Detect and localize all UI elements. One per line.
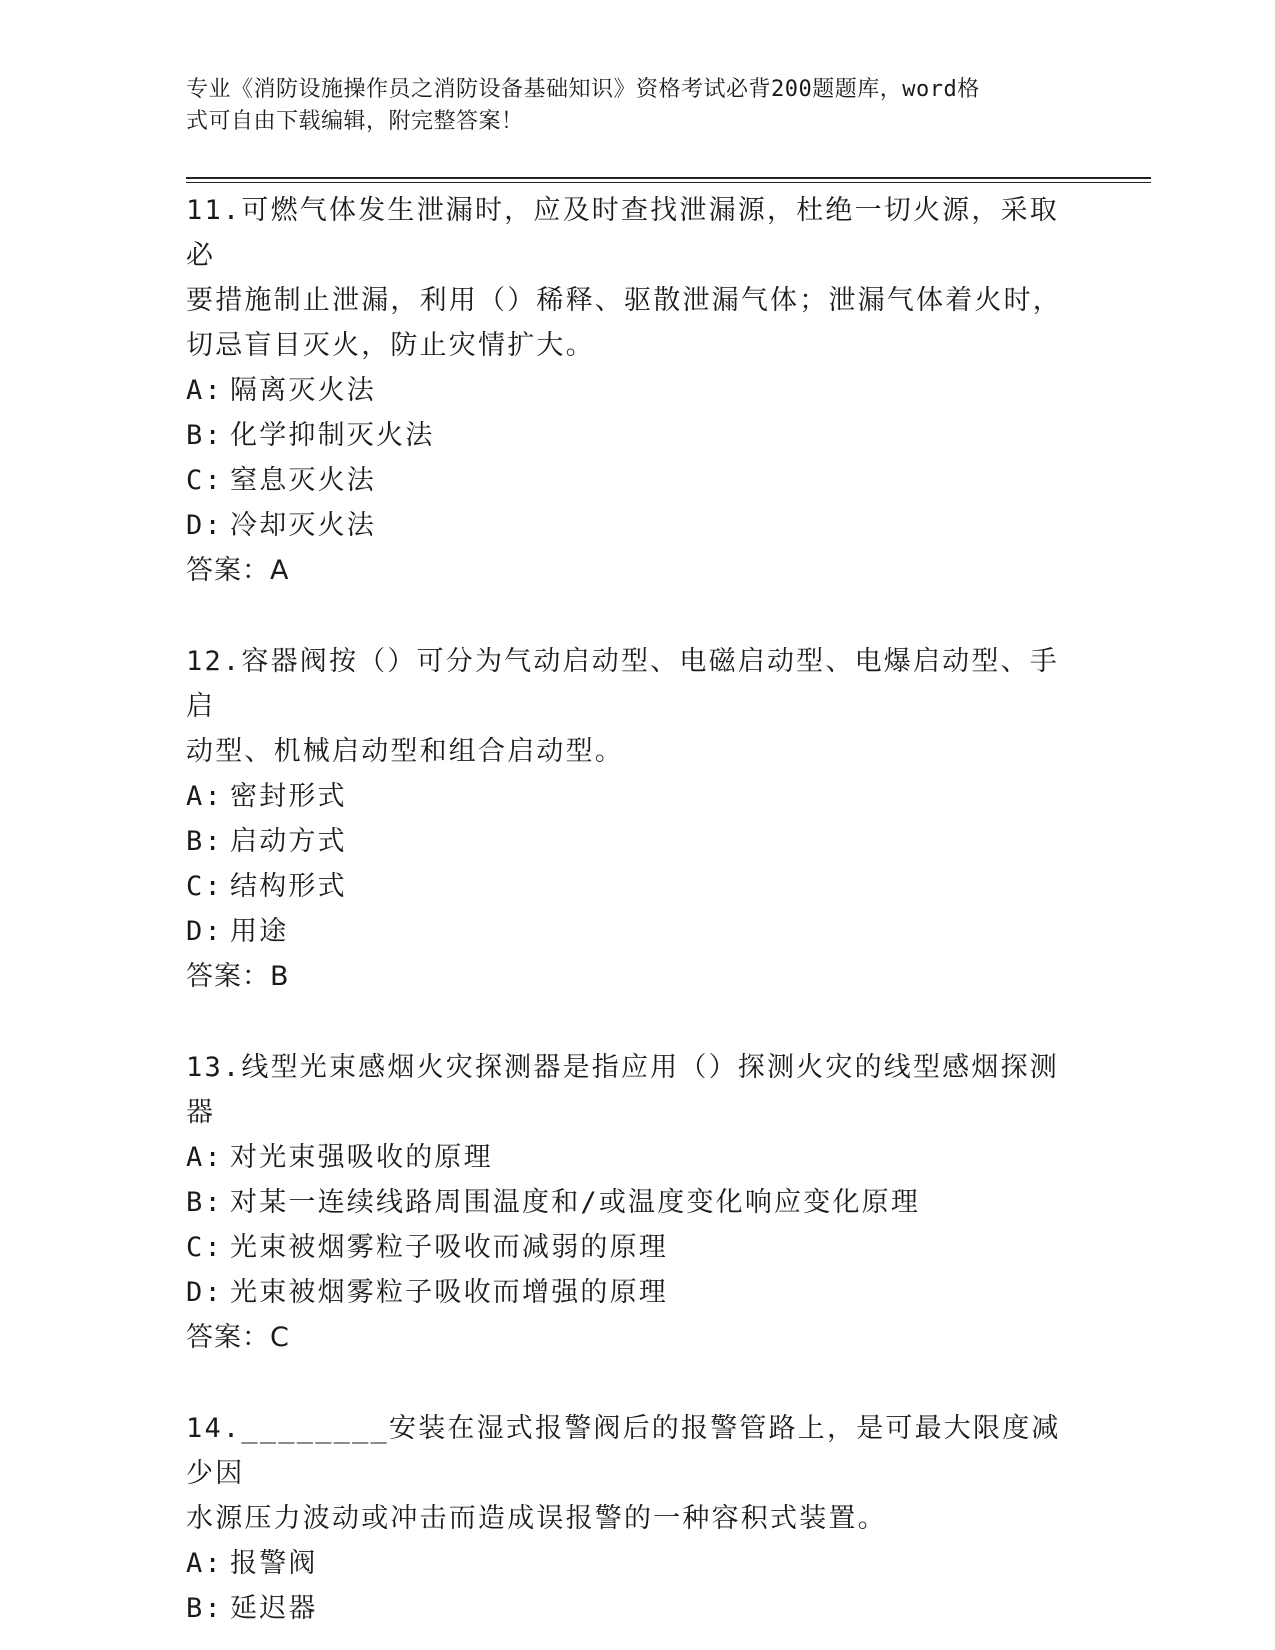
option-key: D: <box>186 1277 223 1308</box>
question-stem-line: 水源压力波动或冲击而造成误报警的一种容积式装置。 <box>186 1503 887 1534</box>
option-d <box>186 503 1086 548</box>
option-text: 启动方式 <box>230 826 347 857</box>
question-spacer <box>186 999 1086 1045</box>
option-key: D: <box>186 916 223 947</box>
question-stem-line: 13.线型光束感烟火灾探测器是指应用（）探测火灾的线型感烟探测器 <box>186 1052 1059 1128</box>
option-a <box>186 368 1086 413</box>
header-line-1: 专业《消防设施操作员之消防设备基础知识》资格考试必背200题题库，word格 <box>186 77 980 102</box>
document-header <box>186 74 1066 138</box>
option-a <box>186 1541 1086 1586</box>
option-b <box>186 1586 1086 1631</box>
option-key: D: <box>186 510 223 541</box>
option-text: 光束被烟雾粒子吸收而增强的原理 <box>230 1277 668 1308</box>
option-text: 对光束强吸收的原理 <box>230 1142 493 1173</box>
option-key: A: <box>186 1548 223 1579</box>
question-stem-line: 11.可燃气体发生泄漏时，应及时查找泄漏源，杜绝一切火源，采取必 <box>186 195 1059 271</box>
option-c <box>186 458 1086 503</box>
option-key: B: <box>186 1593 223 1624</box>
option-b <box>186 413 1086 458</box>
option-text: 对某一连续线路周围温度和/或温度变化响应变化原理 <box>230 1187 921 1218</box>
question-stem-line: 要措施制止泄漏，利用（）稀释、驱散泄漏气体；泄漏气体着火时， <box>186 285 1062 316</box>
option-d <box>186 1270 1086 1315</box>
question-11 <box>186 188 1086 593</box>
answer-line: 答案：C <box>186 1322 290 1353</box>
option-text: 化学抑制灭火法 <box>230 420 435 451</box>
header-divider-thin <box>186 182 1151 183</box>
question-stem-line: 12.容器阀按（）可分为气动启动型、电磁启动型、电爆启动型、手启 <box>186 646 1059 722</box>
option-a <box>186 1135 1086 1180</box>
option-key: A: <box>186 375 223 406</box>
option-text: 隔离灭火法 <box>230 375 376 406</box>
option-text: 报警阀 <box>230 1548 318 1579</box>
option-text: 冷却灭火法 <box>230 510 376 541</box>
option-key: B: <box>186 1187 223 1218</box>
option-c <box>186 1225 1086 1270</box>
option-key: B: <box>186 826 223 857</box>
option-d <box>186 909 1086 954</box>
question-list <box>186 188 1086 1631</box>
option-key: C: <box>186 871 223 902</box>
question-spacer <box>186 1360 1086 1406</box>
option-text: 密封形式 <box>230 781 347 812</box>
option-b <box>186 819 1086 864</box>
option-key: B: <box>186 420 223 451</box>
option-text: 窒息灭火法 <box>230 465 376 496</box>
option-text: 用途 <box>230 916 289 947</box>
question-spacer <box>186 593 1086 639</box>
option-b <box>186 1180 1086 1225</box>
header-divider-thick <box>186 177 1151 179</box>
option-c <box>186 864 1086 909</box>
option-text: 光束被烟雾粒子吸收而减弱的原理 <box>230 1232 668 1263</box>
option-key: C: <box>186 465 223 496</box>
question-12 <box>186 639 1086 999</box>
question-stem-line: 14.________安装在湿式报警阀后的报警管路上，是可最大限度减少因 <box>186 1413 1061 1489</box>
answer-line: 答案：A <box>186 555 290 586</box>
option-key: C: <box>186 1232 223 1263</box>
option-text: 结构形式 <box>230 871 347 902</box>
question-stem-line: 切忌盲目灭火，防止灾情扩大。 <box>186 330 595 361</box>
question-13 <box>186 1045 1086 1360</box>
option-key: A: <box>186 1142 223 1173</box>
option-a <box>186 774 1086 819</box>
option-key: A: <box>186 781 223 812</box>
header-line-2: 式可自由下载编辑，附完整答案！ <box>186 109 524 134</box>
question-stem-line: 动型、机械启动型和组合启动型。 <box>186 736 624 767</box>
question-14 <box>186 1406 1086 1631</box>
option-text: 延迟器 <box>230 1593 318 1624</box>
answer-line: 答案：B <box>186 961 290 992</box>
